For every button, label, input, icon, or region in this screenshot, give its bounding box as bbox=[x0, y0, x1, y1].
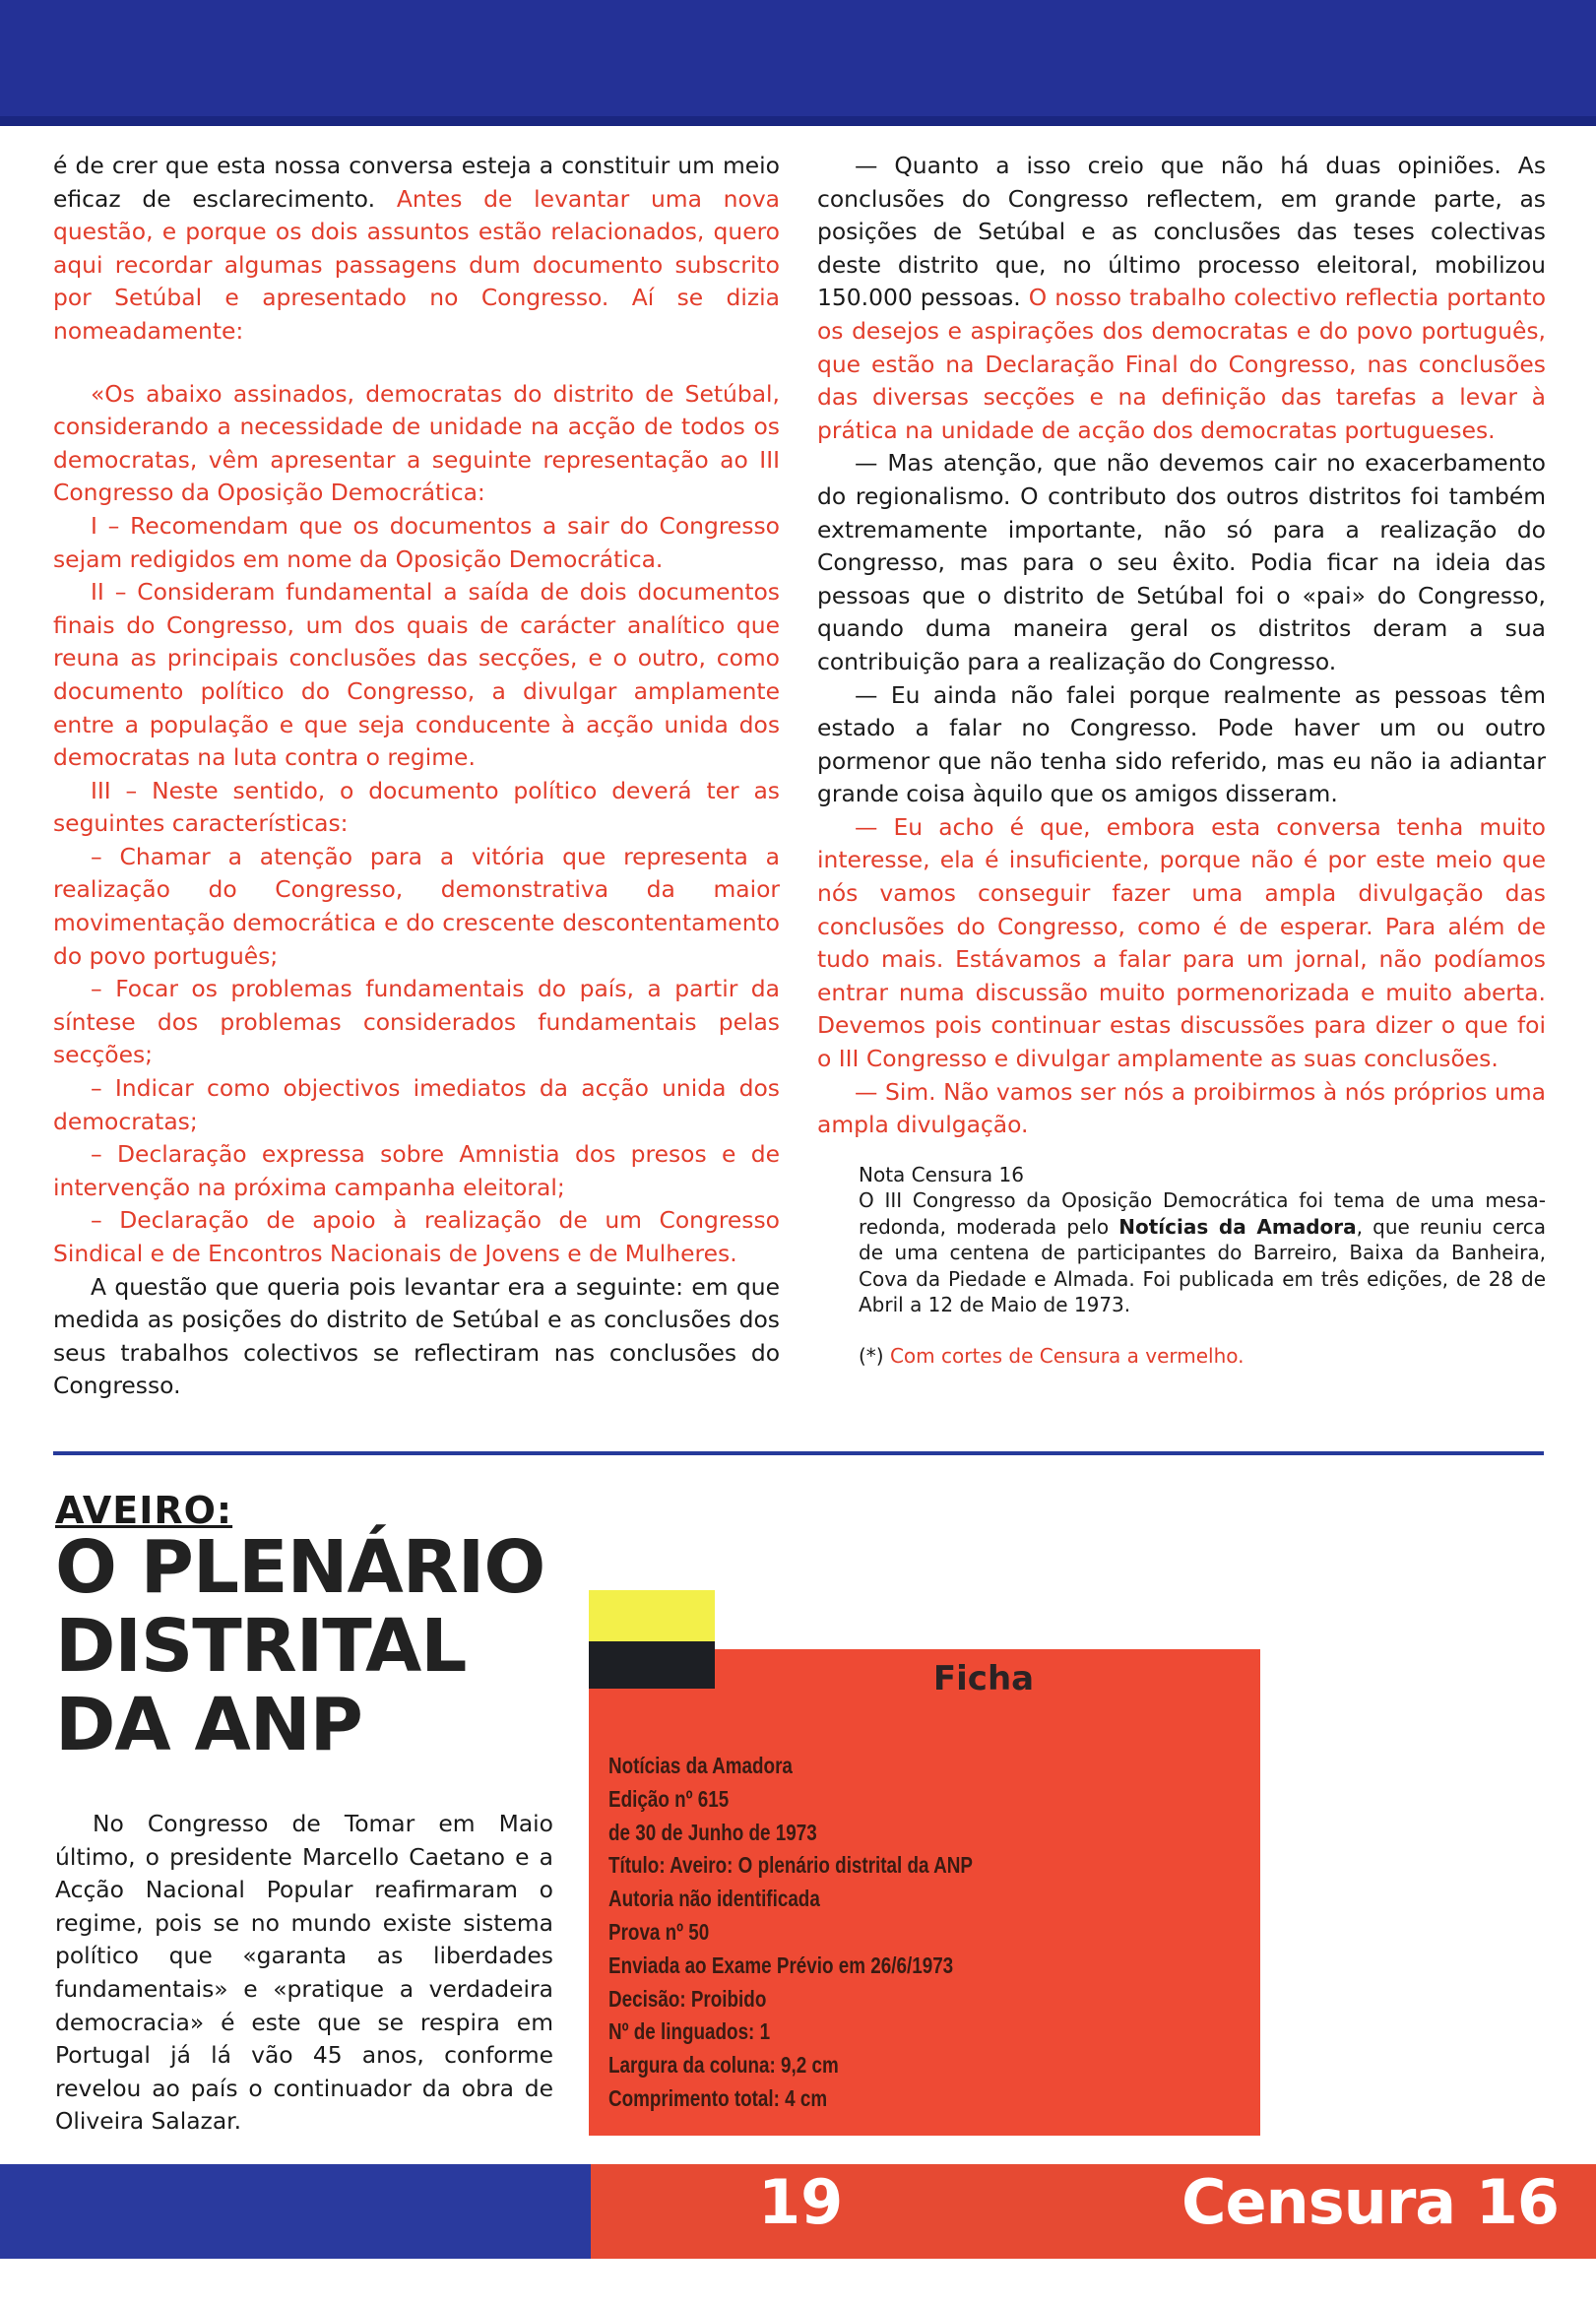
quote-intro: «Os abaixo assinados, democratas do distrito de Setúbal, considerando a necessidade de unidade na acção de todos os democratas, vêm apresentar a seguinte representação ao III Congresso da Oposição Democrática: bbox=[53, 379, 780, 507]
right-paragraph-5-censored: — Sim. Não vamos ser nós a proibirmos à nós próprios uma ampla divulgação. bbox=[817, 1077, 1546, 1139]
right-paragraph-4-censored: — Eu acho é que, embora esta conversa tenha muito interesse, ela é insuficiente, porque não é por este meio que nós vamos conseguir fazer uma ampla divulgação das conclusões do Congresso, como é de esperar. Para além de tudo mais. Estávamos a falar para um jornal, não podíamos entrar numa discussão muito pormenorizada e muito aberta. Devemos pois continuar estas discussões para dizer o que foi o III Congresso e divulgar amplamente as suas conclusões. bbox=[817, 812, 1546, 1073]
ficha-line: Título: Aveiro: O plenário distrital da ANP bbox=[608, 1852, 973, 1879]
page-number: 19 bbox=[758, 2166, 844, 2238]
quote-item-2: II – Consideram fundamental a saída de dois documentos finais do Congresso, um dos quais de carácter analítico que reuna as principais conclusões das secções, e o outro, como documento político do Congresso, a divulgar amplamente entre a população e que seja conducente à acção unida dos democratas na luta contra o regime. bbox=[53, 578, 780, 772]
left-p1-censored: Antes de levantar uma nova questão, e porque os dois assuntos estão relacionados, quero aqui recordar algumas passagens dum documento subscrito por Setúbal e apresentado no Congresso. Aí se dizia nomeadamente: bbox=[53, 184, 780, 345]
quote-item-1: I – Recomendam que os documentos a sair do Congresso sejam redigidos em nome da Oposição Democrática. bbox=[53, 511, 780, 573]
left-p1-text: é de crer que esta nossa conversa esteja a constituir um meio eficaz de esclarecimento. bbox=[53, 152, 780, 213]
censorship-footnote bbox=[817, 1340, 1546, 1374]
quote-bullet-4: – Declaração expressa sobre Amnistia dos presos e de intervenção na próxima campanha eleitoral; bbox=[53, 1140, 780, 1201]
censura-note bbox=[817, 1162, 1546, 1318]
quote-bullet-2: – Focar os problemas fundamentais do país, a partir da síntese dos problemas considerados fundamentais pelas secções; bbox=[53, 975, 780, 1069]
left-text-column bbox=[53, 150, 780, 1403]
right-paragraph-3: — Eu ainda não falei porque realmente as pessoas têm estado a falar no Congresso. Pode haver um ou outro pormenor que não tenha sido referido, mas eu não ia adiantar grande coisa àquilo que os amigos disseram. bbox=[817, 680, 1546, 808]
publication-name: Censura 16 bbox=[1181, 2166, 1560, 2238]
article-body bbox=[55, 1808, 553, 2139]
quote-bullet-1: – Chamar a atenção para a vitória que representa a realização do Congresso, demonstrativa da maior movimentação democrática e do crescente descontentamento do povo português; bbox=[53, 842, 780, 970]
ficha-list bbox=[608, 1750, 1053, 2116]
ficha-dark-tab bbox=[589, 1641, 715, 1689]
ficha-line: Notícias da Amadora bbox=[608, 1753, 793, 1778]
article-headline bbox=[55, 1525, 545, 1767]
right-paragraph-2: — Mas atenção, que não devemos cair no exacerbamento do regionalismo. O contributo dos outros distritos foi também extremamente importante, não só para a realização do Congresso, mas para o seu êxito. Podia ficar na ideia das pessoas que o distrito de Setúbal foi o «pai» do Congresso, quando duma maneira geral os distritos deram a sua contribuição para a realização do Congresso. bbox=[817, 449, 1546, 675]
ficha-yellow-tab bbox=[589, 1590, 715, 1641]
ficha-line: Autoria não identificada bbox=[608, 1886, 820, 1912]
headline-line-3: DA ANP bbox=[55, 1683, 362, 1767]
ficha-line: Edição nº 615 bbox=[608, 1785, 730, 1812]
right-text-column bbox=[817, 150, 1546, 1373]
headline-line-1: O PLENÁRIO bbox=[55, 1525, 545, 1610]
footnote-red-text: Com cortes de Censura a vermelho. bbox=[889, 1343, 1245, 1368]
footnote-prefix: (*) bbox=[859, 1343, 884, 1368]
ficha-line: Enviada ao Exame Prévio em 26/6/1973 bbox=[608, 1952, 954, 1978]
ficha-title: Ficha bbox=[932, 1659, 1035, 1698]
headline-line-2: DISTRITAL bbox=[55, 1604, 467, 1689]
note-title: Nota Censura 16 bbox=[859, 1162, 1024, 1186]
left-paragraph-1 bbox=[53, 150, 780, 349]
ficha-line: Nº de linguados: 1 bbox=[608, 2018, 771, 2045]
section-divider bbox=[53, 1451, 1544, 1455]
quote-bullet-5: – Declaração de apoio à realização de um Congresso Sindical e de Encontros Nacionais de Jovens e de Mulheres. bbox=[53, 1206, 780, 1267]
ficha-box bbox=[589, 1649, 1260, 2136]
top-header-edge bbox=[0, 116, 1596, 126]
article-body-paragraph: No Congresso de Tomar em Maio último, o presidente Marcello Caetano e a Acção Nacional Popular reafirmaram o regime, pois se no mundo existe sistema político que «garanta as liberdades fundamentais» e «pratique a verdadeira democracia» é este que se respira em Portugal já lá vão 45 anos, conforme revelou ao país o continuador da obra de Oliveira Salazar. bbox=[55, 1810, 553, 2136]
ficha-line: Comprimento total: 4 cm bbox=[608, 2084, 828, 2111]
ficha-line: Decisão: Proibido bbox=[608, 1985, 767, 2012]
top-header-band bbox=[0, 0, 1596, 126]
quote-item-3: III – Neste sentido, o documento político deverá ter as seguintes características: bbox=[53, 776, 780, 838]
right-p1-text: — Quanto a isso creio que não há duas opiniões. As conclusões do Congresso reflectem, em grande parte, as posições de Setúbal e as conclusões das teses colectivas deste distrito que, no último processo eleitoral, mobilizou 150.000 pessoas. bbox=[817, 152, 1546, 312]
ficha-line: de 30 de Junho de 1973 bbox=[608, 1819, 817, 1845]
left-closing-paragraph: A questão que queria pois levantar era a seguinte: em que medida as posições do distrito de Setúbal e as conclusões dos seus trabalhos colectivos se reflectiram nas conclusões do Congresso. bbox=[53, 1272, 780, 1400]
note-bold-publication: Notícias da Amadora bbox=[1118, 1214, 1357, 1239]
article-kicker: AVEIRO: bbox=[55, 1489, 233, 1532]
quote-bullet-3: – Indicar como objectivos imediatos da acção unida dos democratas; bbox=[53, 1074, 780, 1135]
note-text-after: , que reuniu cerca de uma centena de participantes do Barreiro, Baixa da Banheira, Cova da Piedade e Almada. Foi publicada em três edições, de 28 de Abril a 12 de Maio de 1973. bbox=[859, 1214, 1546, 1317]
right-p1-censored: O nosso trabalho colectivo reflectia portanto os desejos e aspirações dos democratas e do povo português, que estão na Declaração Final do Congresso, nas conclusões das diversas secções e na definição das tarefas a levar à prática na unidade de acção dos democratas portugueses. bbox=[817, 284, 1547, 444]
note-text-before: O III Congresso da Oposição Democrática foi tema de uma mesa-redonda, moderada pelo bbox=[859, 1188, 1546, 1239]
ficha-line: Prova nº 50 bbox=[608, 1918, 710, 1945]
ficha-line: Largura da coluna: 9,2 cm bbox=[608, 2052, 839, 2079]
right-paragraph-1 bbox=[817, 150, 1546, 447]
